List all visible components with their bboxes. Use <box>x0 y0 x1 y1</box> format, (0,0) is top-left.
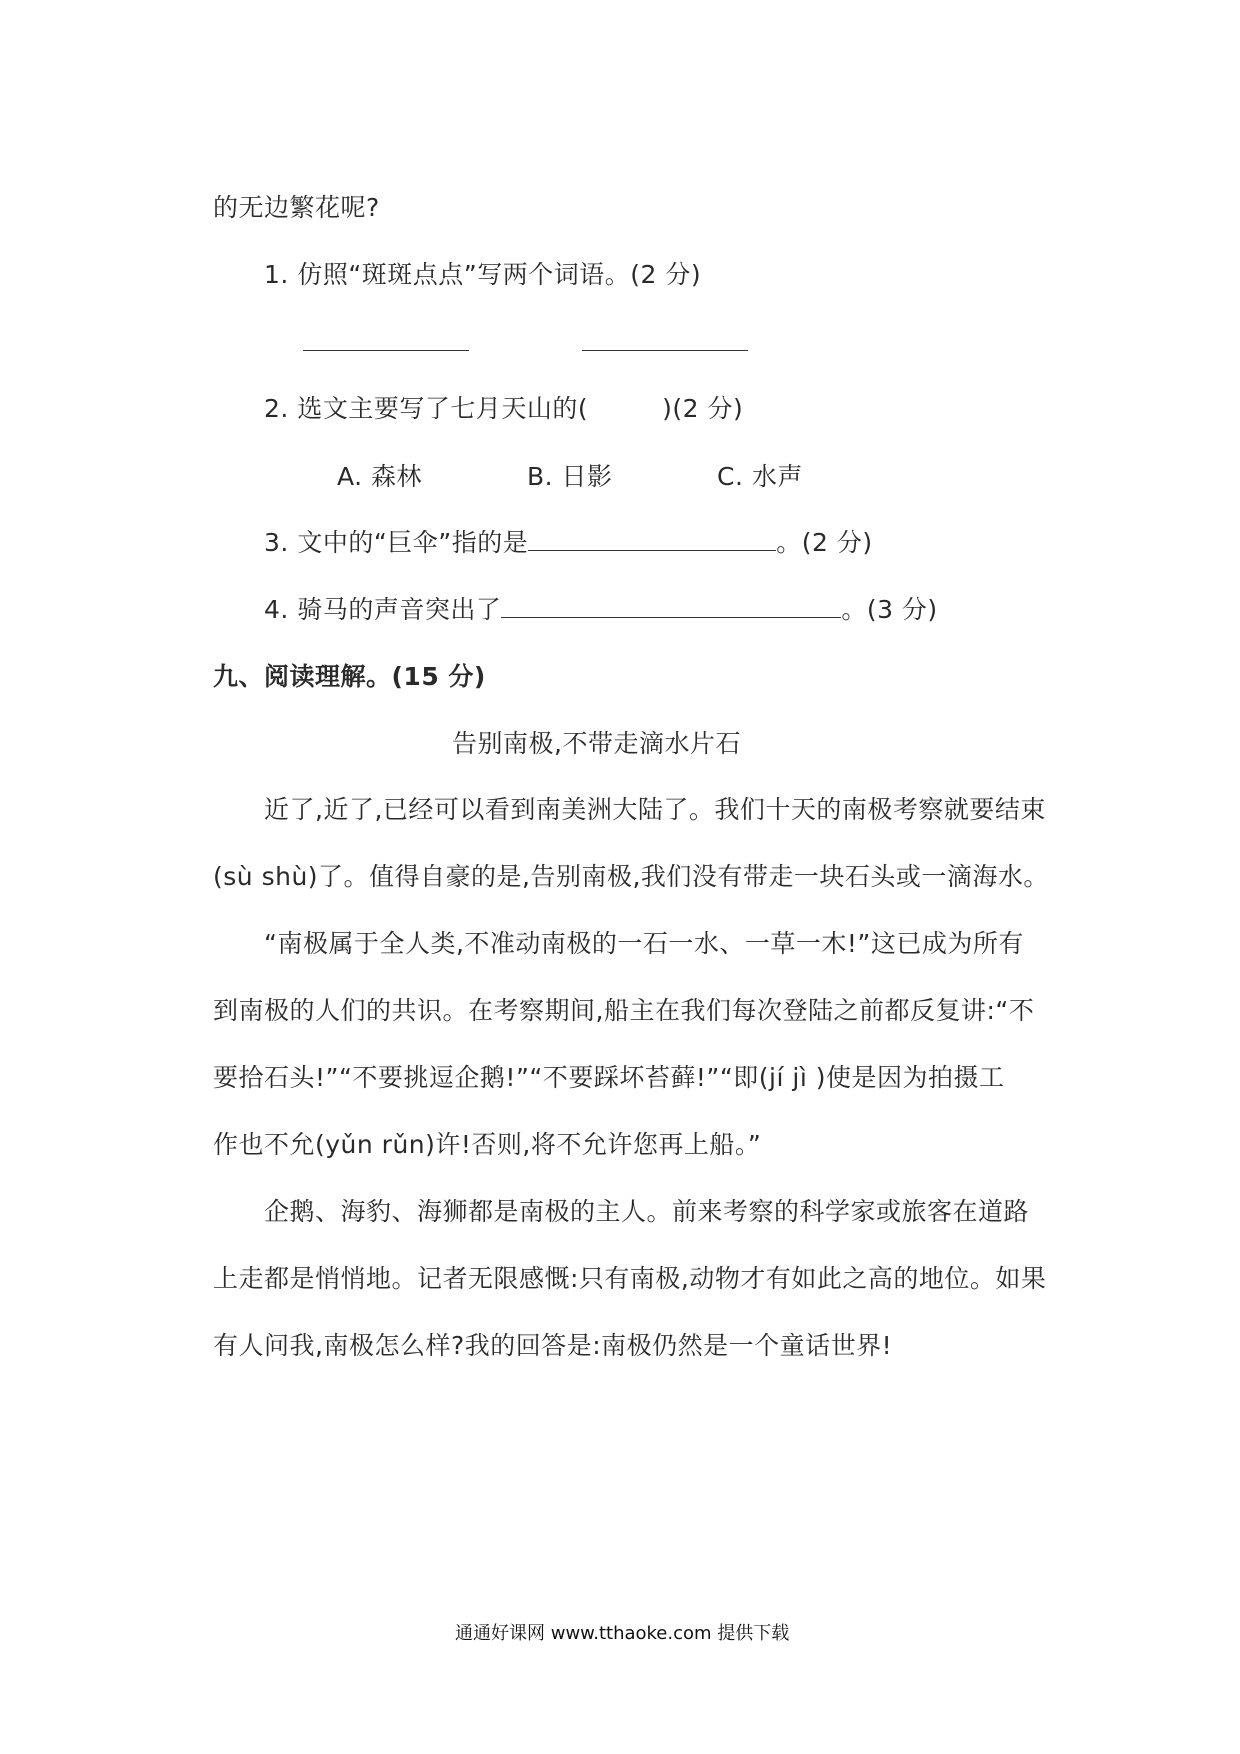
question-4-text: 骑马的声音突出了 <box>297 595 502 624</box>
question-3 <box>264 526 873 560</box>
question-4 <box>264 593 938 627</box>
question-2-points: )(2 分) <box>662 394 744 423</box>
question-2 <box>264 392 743 426</box>
question-2-options <box>337 460 803 494</box>
question-1-text: 仿照“斑斑点点”写两个词语。(2 分) <box>297 260 702 289</box>
passage-line: 上走都是悄悄地。记者无限感慨:只有南极,动物才有如此之高的地位。如果 <box>213 1264 1047 1293</box>
option-c[interactable]: C. 水声 <box>717 462 803 491</box>
question-1-answers <box>303 326 748 360</box>
passage-line: 近了,近了,已经可以看到南美洲大陆了。我们十天的南极考察就要结束 <box>264 795 1046 824</box>
question-3-text: 文中的“巨伞”指的是 <box>297 528 529 557</box>
section-9-heading: 九、阅读理解。(15 分) <box>213 662 486 691</box>
continuation-text: 的无边繁花呢? <box>213 193 380 222</box>
option-b[interactable]: B. 日影 <box>527 462 613 491</box>
option-a[interactable]: A. 森林 <box>337 462 423 491</box>
passage-line: 有人问我,南极怎么样?我的回答是:南极仍然是一个童话世界! <box>213 1331 893 1360</box>
question-4-points: 。(3 分) <box>841 595 938 624</box>
question-3-number: 3. <box>264 528 289 557</box>
question-4-number: 4. <box>264 595 289 624</box>
question-1 <box>264 258 701 292</box>
passage-title: 告别南极,不带走滴水片石 <box>452 729 741 758</box>
footer-download-note: 通通好课网 www.tthaoke.com 提供下载 <box>455 1623 790 1644</box>
answer-blank-4[interactable] <box>501 595 841 618</box>
passage-line: 到南极的人们的共识。在考察期间,船主在我们每次登陆之前都反复讲:“不 <box>213 996 1035 1025</box>
question-1-number: 1. <box>264 260 289 289</box>
question-2-number: 2. <box>264 394 289 423</box>
passage-line: 企鹅、海豹、海狮都是南极的主人。前来考察的科学家或旅客在道路 <box>264 1197 1030 1226</box>
answer-blank-1b[interactable] <box>582 328 748 351</box>
answer-blank-3[interactable] <box>528 528 776 551</box>
passage-line: 作也不允(yǔn rǔn)许!否则,将不允许您再上船。” <box>213 1130 762 1159</box>
passage-line: 要拾石头!”“不要挑逗企鹅!”“不要踩坏苔藓!”“即(jí jì )使是因为拍摄工 <box>213 1063 1005 1092</box>
question-2-text: 选文主要写了七月天山的( <box>297 394 589 423</box>
answer-blank-1a[interactable] <box>303 328 469 351</box>
question-3-points: 。(2 分) <box>776 528 873 557</box>
passage-line: “南极属于全人类,不准动南极的一石一水、一草一木!”这已成为所有 <box>264 929 1024 958</box>
passage-line: (sù shù)了。值得自豪的是,告别南极,我们没有带走一块石头或一滴海水。 <box>213 862 1049 891</box>
